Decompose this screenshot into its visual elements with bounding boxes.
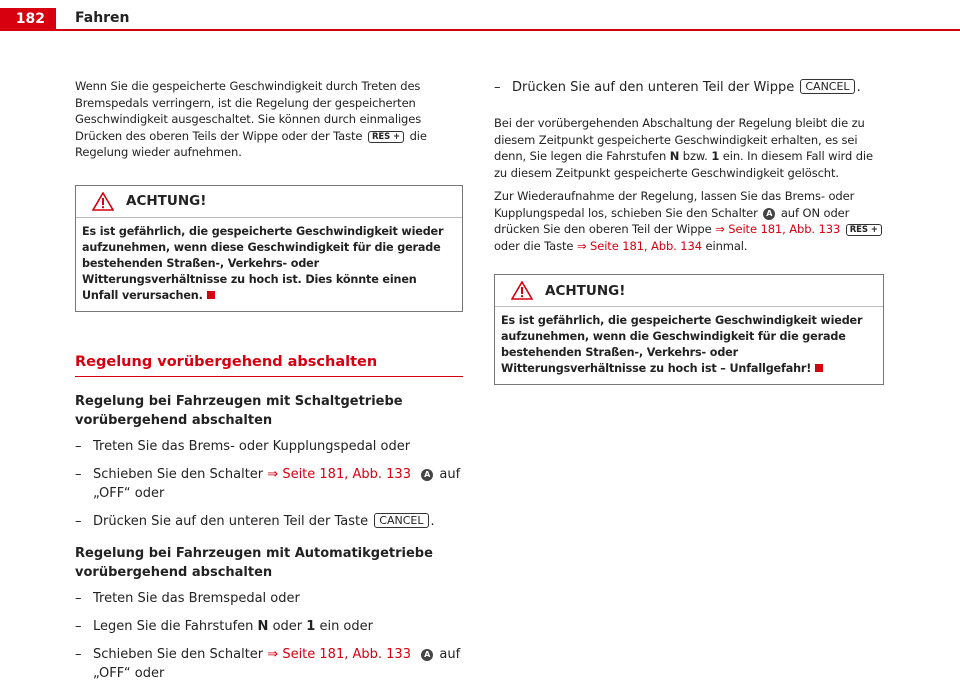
automatic-step-2 (75, 617, 463, 636)
warning-label: ACHTUNG! (545, 282, 626, 299)
left-column (75, 78, 463, 683)
para-text-d: einmal. (705, 238, 748, 253)
step-text-a: Drücken Sie auf den unteren Teil der Taste (93, 513, 369, 529)
marker-a-icon: A (421, 649, 433, 661)
para-text-c: oder die Taste (494, 238, 574, 253)
gear-1: 1 (306, 618, 316, 634)
warning-header (495, 275, 883, 307)
marker-a-icon: A (763, 208, 775, 220)
warning-header (76, 186, 462, 218)
dash: – (75, 618, 82, 634)
red-square-end-icon (207, 291, 215, 299)
step-text-b: ein oder (319, 618, 373, 634)
warning-body (76, 218, 462, 311)
step-text (93, 645, 463, 683)
step-text-b: auf „OFF“ oder (93, 466, 461, 501)
red-square-end-icon (815, 364, 823, 372)
automatic-title: Regelung bei Fahrzeugen mit Automatikgetriebe vorübergehend abschalten (75, 545, 433, 580)
step-text-a: Schieben Sie den Schalter (93, 646, 264, 662)
step-text-a: Schieben Sie den Schalter (93, 466, 264, 482)
manual-step-3 (75, 512, 463, 531)
dash: – (75, 513, 82, 529)
page-title: Fahren (75, 10, 130, 26)
dash: – (75, 466, 82, 482)
marker-a-icon: A (421, 469, 433, 481)
warning-text: Es ist gefährlich, die gespeicherte Geschwindigkeit wieder aufzunehmen, wenn die Geschwindigkeit für die gerade bestehenden Straßen-, Verkehrs- oder Witterungsverhältnisse zu hoch ist – Unfallgefahr! (501, 314, 863, 375)
warning-box-right (494, 274, 884, 385)
automatic-step-1 (75, 589, 463, 608)
manual-step-2 (75, 465, 463, 503)
step-text-a: Drücken Sie auf den unteren Teil der Wippe (512, 80, 795, 95)
step-text: Treten Sie das Bremspedal oder (93, 590, 300, 606)
page-reference-link[interactable]: ⇒ Seite 181, Abb. 133 (267, 646, 411, 662)
manual-title: Regelung bei Fahrzeugen mit Schaltgetriebe vorübergehend abschalten (75, 393, 403, 428)
gear-n: N (669, 149, 680, 163)
cancel-key: CANCEL (800, 79, 854, 94)
intro-text-2: die Regelung wieder aufnehmen. (75, 128, 427, 159)
right-column (494, 78, 884, 385)
step-text (93, 465, 463, 503)
step-text-b: . (856, 80, 861, 95)
step-text (512, 78, 884, 97)
section-rule (75, 376, 463, 377)
deactivation-paragraph (494, 115, 884, 181)
step-text-mid: oder (272, 618, 303, 634)
warning-triangle-icon (92, 192, 114, 211)
section-title: Regelung vorübergehend abschalten (75, 353, 378, 370)
automatic-step-3 (75, 645, 463, 683)
page-reference-link[interactable]: ⇒ Seite 181, Abb. 133 (267, 466, 411, 482)
res-plus-key: RES + (368, 131, 404, 143)
resume-paragraph (494, 188, 884, 254)
intro-paragraph (75, 78, 463, 161)
para-text-bzw: bzw. (682, 149, 708, 163)
para-text-a: Bei der vorübergehenden Abschaltung der Regelung bleibt die zu diesem Zeitpunkt gespeicherte Geschwindigkeit erhalten, es sei denn, Sie legen die Fahrstufen (494, 116, 865, 163)
section-header (75, 354, 463, 377)
manual-step-1 (75, 437, 463, 456)
para-text-b: ein. In diesem Fall wird die zu diesem Zeitpunkt gespeicherte Geschwindigkeit gelöscht. (494, 149, 873, 180)
warning-label: ACHTUNG! (126, 193, 207, 209)
cancel-key: CANCEL (374, 513, 428, 528)
warning-text: Es ist gefährlich, die gespeicherte Geschwindigkeit wieder aufzunehmen, wenn diese Geschwindigkeit für die gerade bestehenden Straßen-, Verkehrs- oder Witterungsverhältnisse zu hoch ist. Dies könnte einen Unfall verursachen. (82, 224, 444, 302)
res-plus-key: RES + (846, 224, 882, 236)
page-reference-link[interactable]: ⇒ Seite 181, Abb. 134 (576, 238, 702, 253)
dash: – (494, 80, 501, 95)
step-text (93, 617, 463, 636)
gear-n: N (257, 618, 269, 634)
para-text-b: auf ON oder drücken Sie den oberen Teil der Wippe (494, 205, 850, 236)
step-text-b: auf „OFF“ oder (93, 646, 461, 681)
header-rule (0, 29, 960, 31)
warning-body (495, 307, 883, 384)
rocker-step (494, 78, 884, 97)
page-number: 182 (0, 8, 56, 30)
dash: – (75, 438, 82, 454)
intro-text-1: Wenn Sie die gespeicherte Geschwindigkeit durch Treten des Bremspedals verringern, ist die Regelung der gespeicherten Geschwindigkeit ausgeschaltet. Sie können durch einmaliges Drücken des oberen Teils der Wippe oder der Taste (75, 79, 422, 143)
step-text (93, 512, 463, 531)
dash: – (75, 590, 82, 606)
dash: – (75, 646, 82, 662)
step-text-a: Legen Sie die Fahrstufen (93, 618, 254, 634)
page-header (0, 0, 960, 32)
warning-triangle-icon (511, 281, 533, 300)
step-text: Treten Sie das Brems- oder Kupplungspedal oder (93, 438, 411, 454)
para-text-a: Zur Wiederaufnahme der Regelung, lassen Sie das Brems- oder Kupplungspedal los, schieben Sie den Schalter (494, 189, 855, 220)
warning-box-left (75, 185, 463, 312)
step-text-b: . (430, 513, 435, 529)
gear-1: 1 (711, 149, 720, 163)
page-reference-link[interactable]: ⇒ Seite 181, Abb. 133 (715, 222, 841, 236)
